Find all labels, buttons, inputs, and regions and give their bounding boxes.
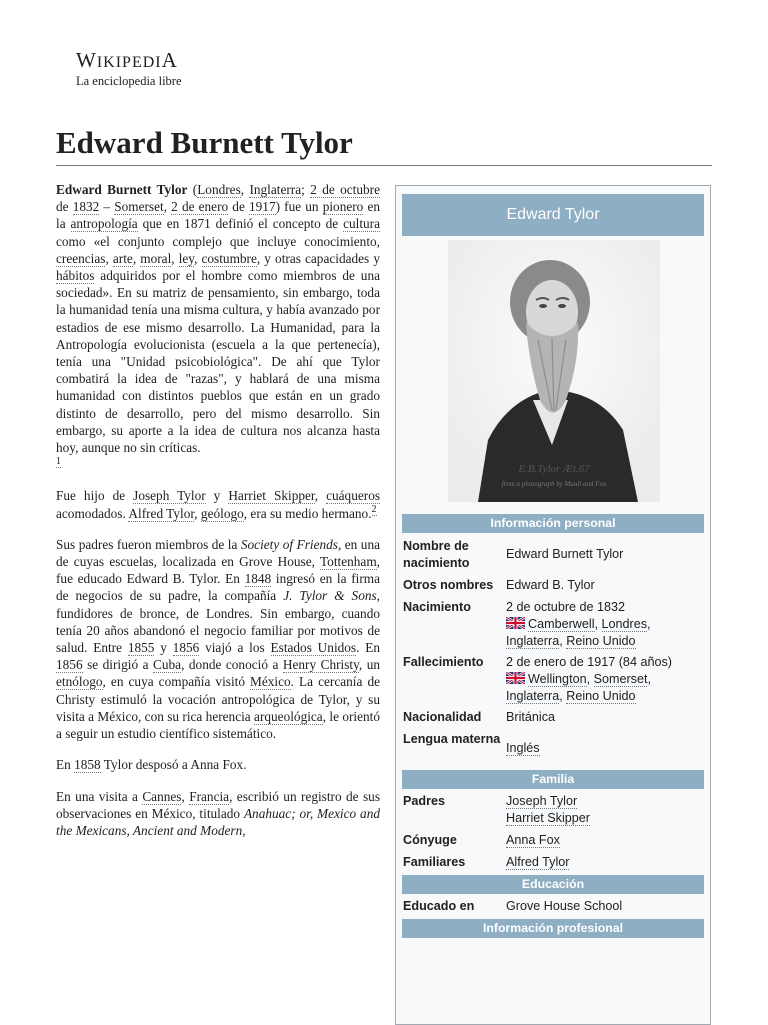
section-education: Educación [402, 875, 704, 894]
value-nationality: Británica [506, 710, 555, 724]
uk-flag-icon [506, 617, 525, 629]
link-cuaqueros[interactable]: cuáqueros [326, 488, 381, 504]
link-geologo[interactable]: geólogo [200, 505, 244, 521]
link-etnologo[interactable]: etnólogo [56, 674, 103, 690]
death-place: Wellington, Somerset, [506, 671, 704, 688]
link-antropologia[interactable]: antropología [70, 216, 138, 232]
link-birth-date[interactable]: 2 de octubre [310, 182, 380, 197]
link-inglaterra-infobox-2[interactable]: Inglaterra [506, 689, 560, 703]
link-arqueologica[interactable]: arqueológica [254, 708, 323, 724]
section-family: Familia [402, 770, 704, 789]
wikipedia-logo[interactable] [76, 48, 182, 88]
link-henry-christy[interactable]: Henry Christy [282, 657, 359, 673]
link-parent-joseph[interactable]: Joseph Tylor [506, 794, 578, 808]
link-inglaterra-infobox[interactable]: Inglaterra [506, 634, 560, 648]
link-harriet-skipper[interactable]: Harriet Skipper [228, 488, 315, 504]
value-death: 2 de enero de 1917 (84 años) Wellington, Somerset, Inglaterra, Reino Unido [506, 654, 704, 705]
value-educated-at: Grove House School [506, 899, 623, 913]
label-death: Fallecimiento [403, 655, 484, 669]
death-date: 2 de enero de 1917 (84 años) [506, 655, 672, 669]
uk-flag-icon [506, 672, 525, 684]
label-birth-name: Nombre de nacimiento [403, 539, 470, 570]
label-educated-at: Educado en [403, 899, 475, 913]
label-other-names: Otros nombres [403, 578, 494, 592]
paragraph-marriage: En 1858 Tylor desposó a Anna Fox. [56, 757, 247, 773]
portrait-image[interactable] [448, 240, 660, 502]
tagline: La enciclopedia libre [76, 74, 182, 88]
link-habitos[interactable]: hábitos [56, 268, 95, 284]
birth-place: Camberwell, Londres, [506, 616, 704, 633]
link-londres-infobox[interactable]: Londres [601, 617, 648, 631]
label-nationality: Nacionalidad [403, 710, 482, 724]
link-camberwell[interactable]: Camberwell [528, 617, 595, 631]
link-ingles[interactable]: Inglés [506, 741, 540, 755]
link-londres[interactable]: Londres [197, 182, 241, 197]
label-parents: Padres [403, 794, 446, 808]
link-somerset[interactable]: Somerset [114, 199, 164, 215]
link-cuba[interactable]: Cuba [153, 657, 182, 673]
link-wellington[interactable]: Wellington [528, 672, 587, 686]
subject-name: Edward Burnett Tylor [56, 182, 188, 197]
link-cannes[interactable]: Cannes [142, 788, 182, 804]
article-body [56, 181, 380, 853]
link-1917[interactable]: 1917 [249, 199, 276, 215]
link-pionero[interactable]: pionero [322, 199, 364, 215]
label-native-language: Lengua materna [403, 732, 501, 746]
link-1832[interactable]: 1832 [72, 199, 100, 215]
link-costumbre[interactable]: costumbre [201, 250, 257, 266]
link-somerset-infobox[interactable]: Somerset [593, 672, 648, 686]
portrait-credit: from a photograph by Maull and Fox [501, 480, 607, 488]
link-death-date[interactable]: 2 de enero [171, 199, 229, 215]
link-1858[interactable]: 1858 [74, 757, 101, 773]
value-parents [506, 793, 704, 827]
link-mexico[interactable]: México [250, 674, 291, 690]
link-estados-unidos[interactable]: Estados Unidos [270, 640, 357, 656]
link-inglaterra[interactable]: Inglaterra [249, 182, 302, 197]
link-anna-fox[interactable]: Anna Fox [506, 833, 560, 847]
value-birth-name: Edward Burnett Tylor [506, 547, 624, 561]
link-ley[interactable]: ley [178, 250, 195, 266]
link-1848[interactable]: 1848 [244, 571, 272, 587]
paragraph-anahuac: En una visita a Cannes, Francia, escribió un registro de sus observaciones en México, titulado Anahuac; or, Mexico and the Mexicans, Ancient and Modern, [56, 788, 380, 838]
reference-2[interactable]: 2 [371, 504, 377, 516]
link-arte[interactable]: arte [112, 250, 133, 266]
link-1856[interactable]: 1856 [172, 640, 200, 656]
link-reino-unido-2[interactable]: Reino Unido [566, 689, 636, 703]
infobox-title: Edward Tylor [402, 194, 704, 236]
link-creencias[interactable]: creencias [56, 250, 106, 266]
value-birth: 2 de octubre de 1832 Camberwell, Londres, Inglaterra, Reino Unido [506, 599, 704, 650]
value-other-names: Edward B. Tylor [506, 578, 595, 592]
portrait-signature: E.B.Tylor Æt.67 [518, 463, 590, 475]
label-spouse: Cónyuge [403, 833, 457, 847]
infobox [395, 185, 711, 1025]
link-joseph-tylor[interactable]: Joseph Tylor [133, 488, 206, 504]
link-1855[interactable]: 1855 [127, 640, 155, 656]
label-relatives: Familiares [403, 855, 466, 869]
link-reino-unido[interactable]: Reino Unido [566, 634, 636, 648]
section-personal-info: Información personal [402, 514, 704, 533]
label-birth: Nacimiento [403, 600, 471, 614]
paragraph-education: Sus padres fueron miembros de la Society of Friends, en una de cuyas escuelas, localizada en Grove House, Tottenham, fue educado Edward B. Tylor. En 1848 ingresó en la firma de negocios de su padre, la compañía J. Tylor & Sons, fundidores de bronce, de Londres. Sin embargo, cuando tenía 20 años abandonó el negocio familiar por motivos de salud. Entre 1855 y 1856 viajó a los Estados Unidos. En 1856 se dirigió a Cuba, donde conoció a Henry Christy, un etnólogo, en cuya compañía visitó México. La cercanía de Christy estimuló la vocación antropológica de Tylor, y su visita a México, con su rica herencia arqueológica, le orientó a seguir un estudio científico sistemático. [56, 536, 381, 742]
section-professional-info: Información profesional [402, 919, 704, 938]
link-tottenham[interactable]: Tottenham [319, 554, 377, 570]
link-cultura[interactable]: cultura [343, 216, 380, 232]
portrait-engraving-icon [448, 240, 660, 502]
reference-1[interactable]: 1 [56, 455, 61, 467]
link-alfred-tylor[interactable]: Alfred Tylor [128, 505, 195, 521]
paragraph-intro: Edward Burnett Tylor (Londres, Inglaterra; 2 de octubre de 1832 – Somerset, 2 de enero de 1917) fue un pionero en la antropología que en 1871 definió el concepto de cultura como «el conjunto complejo que incluye conocimiento, creencias, arte, moral, ley, costumbre, y otras capacidades y hábitos adquiridos por el hombre como miembros de una sociedad». En su matriz de pensamiento, sin embargo, toda la humanidad tenía una misma cultura, y había avanzado por estadios de ese mismo desarrollo. La Humanidad, para la Antropología evolucionista (escuela a la que pertenecía), tenía una "Unidad psicobiológica". De ahí que Tylor combatirá la idea de "razas", y hablará de una misma humanidad con distintos pueblos que están en un grado distinto de desarrollo, pero del mismo desarrollo. Sin embargo, su aporte a la idea de cultura nos alcanza hasta hoy, aunque no sin críticas. $^1$ [56, 182, 381, 467]
paragraph-family: Fue hijo de Joseph Tylor y Harriet Skipper, cuáqueros acomodados. Alfred Tylor, geólogo, era su medio hermano.$^2$ [56, 488, 381, 521]
link-francia[interactable]: Francia [189, 788, 230, 804]
wordmark: WIKIPEDIA [76, 48, 178, 72]
link-moral[interactable]: moral [140, 250, 172, 266]
birth-date: 2 de octubre de 1832 [506, 600, 626, 614]
link-alfred-tylor-infobox[interactable]: Alfred Tylor [506, 855, 570, 869]
link-1856-b[interactable]: 1856 [56, 657, 83, 673]
link-parent-harriet[interactable]: Harriet Skipper [506, 811, 590, 825]
page-title: Edward Burnett Tylor [56, 124, 712, 166]
